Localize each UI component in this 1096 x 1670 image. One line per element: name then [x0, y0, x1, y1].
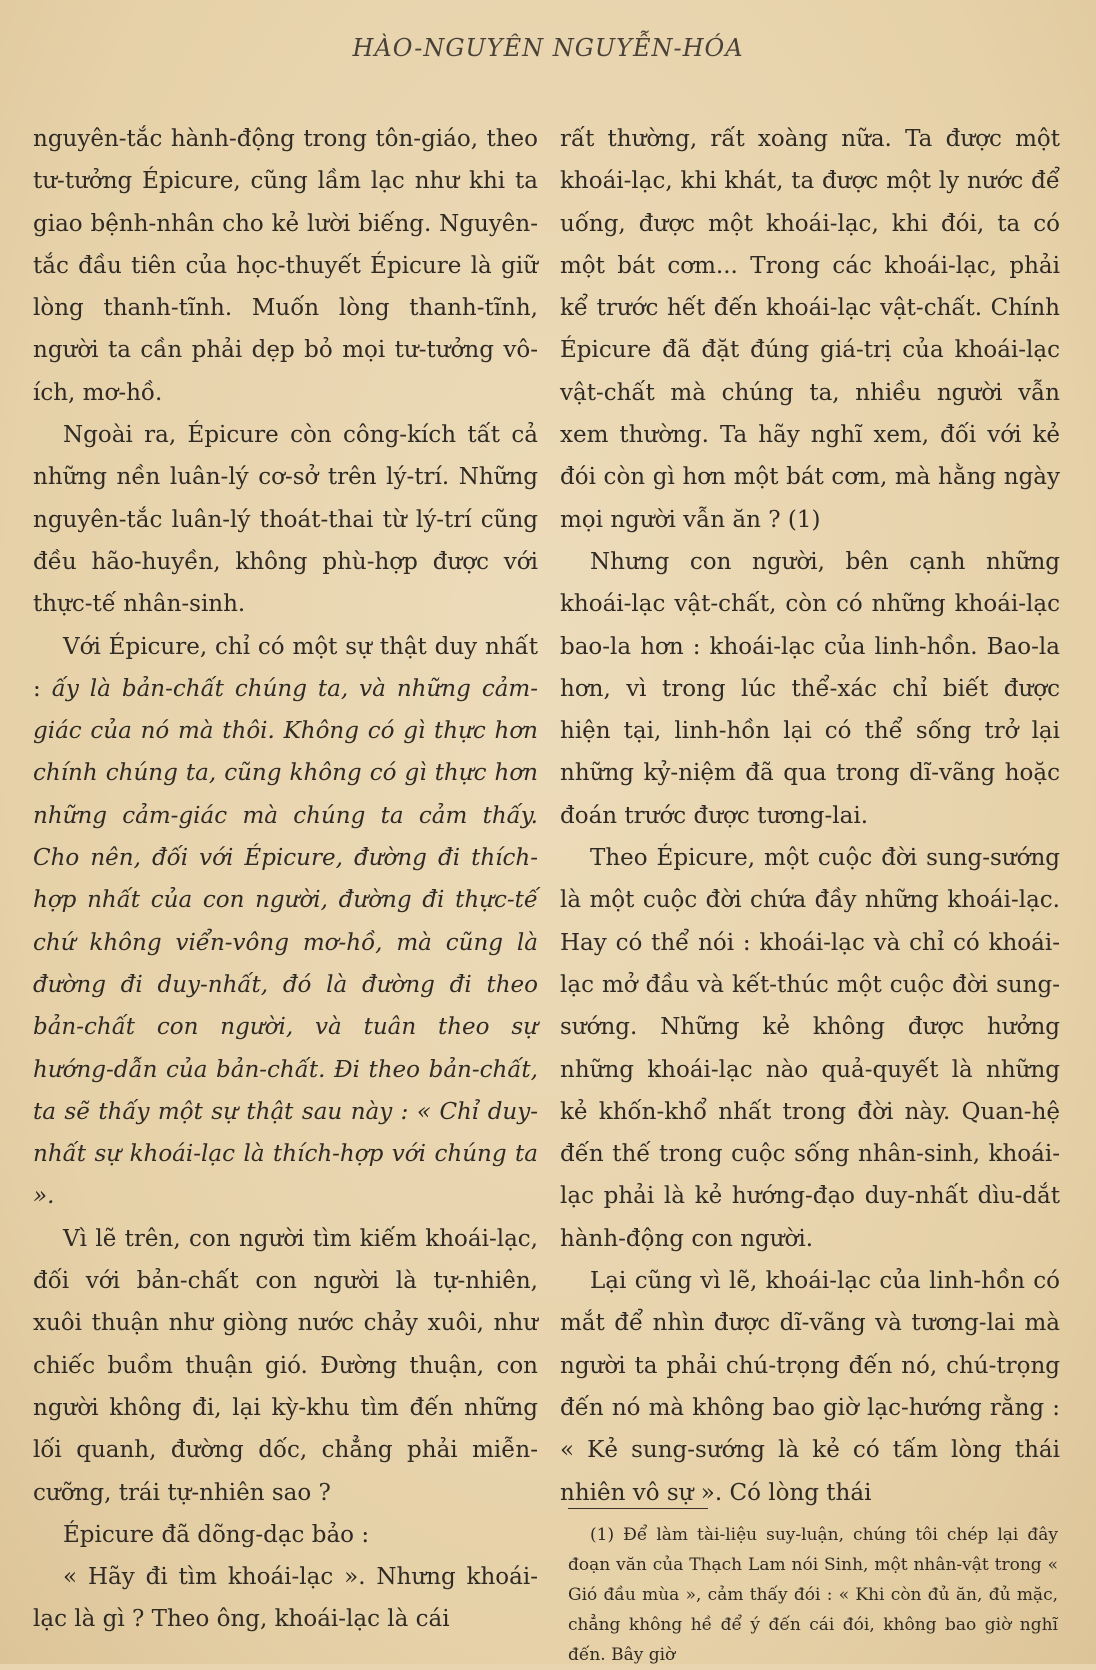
left-paragraph-3	[33, 626, 538, 1218]
left-paragraph-6: « Hãy đi tìm khoái-lạc ». Nhưng khoái-lạc là gì ? Theo ông, khoái-lạc là cái	[33, 1564, 538, 1633]
left-paragraph-4: Vì lẽ trên, con người tìm kiếm khoái-lạc, đối với bản-chất con người là tự-nhiên, xuôi thuận như giòng nước chảy xuôi, như chiếc buồm thuận gió. Đường thuận, con người không đi, lại kỳ-khu tìm đến những lối quanh, đường dốc, chẳng phải miễn-cưỡng, trái tự-nhiên sao ?	[33, 1225, 538, 1506]
footnote-text: (1) Để làm tài-liệu suy-luận, chúng tôi chép lại đây đoạn văn của Thạch Lam nói Sinh, một nhân-vật trong « Gió đầu mùa », cảm thấy đói : « Khi còn đủ ăn, đủ mặc, chẳng không hề để ý đến cái đói, không bao giờ nghĩ đến. Bây giờ	[568, 1525, 1058, 1665]
right-paragraph-4: Lại cũng vì lẽ, khoái-lạc của linh-hồn có mắt để nhìn được dĩ-vãng và tương-lai mà người ta phải chú-trọng đến nó, chú-trọng đến nó mà không bao giờ lạc-hướng rằng : « Kẻ sung-sướng là kẻ có tấm lòng thái nhiên vô sự ». Có lòng thái	[560, 1268, 1060, 1506]
right-paragraph-3: Theo Épicure, một cuộc đời sung-sướng là một cuộc đời chứa đầy những khoái-lạc. Hay có thể nói : khoái-lạc và chỉ có khoái-lạc mở đầu và kết-thúc một cuộc đời sung-sướng. Những kẻ không được hưởng những khoái-lạc nào quả-quyết là những kẻ khốn-khổ nhất trong đời này. Quan-hệ đến thế trong cuộc sống nhân-sinh, khoái-lạc phải là kẻ hướng-đạo duy-nhất dìu-dắt hành-động con người.	[560, 845, 1060, 1252]
footnote	[568, 1520, 1058, 1670]
left-paragraph-1: nguyên-tắc hành-động trong tôn-giáo, theo tư-tưởng Épicure, cũng lầm lạc như khi ta giao bệnh-nhân cho kẻ lười biếng. Nguyên-tắc đầu tiên của học-thuyết Épicure là giữ lòng thanh-tĩnh. Muốn lòng thanh-tĩnh, người ta cần phải dẹp bỏ mọi tư-tưởng vô-ích, mơ-hồ.	[33, 126, 538, 406]
running-head: HÀO-NGUYÊN NGUYỄN-HÓA	[352, 34, 744, 62]
footnote-divider	[568, 1508, 708, 1509]
left-paragraph-3-italic: ấy là bản-chất chúng ta, và những cảm-giác của nó mà thôi. Không có gì thực hơn chính chúng ta, cũng không có gì thực hơn những cảm-giác mà chúng ta cảm thấy. Cho nên, đối với Épicure, đường đi thích-hợp nhất của con người, đường đi thực-tế chứ không viển-vông mơ-hồ, mà cũng là đường đi duy-nhất, đó là đường đi theo bản-chất con người, và tuân theo sự hướng-dẫn của bản-chất. Đi theo bản-chất, ta sẽ thấy một sự thật sau này : « Chỉ duy-nhất sự khoái-lạc là thích-hợp với chúng ta ».	[33, 675, 538, 1210]
left-paragraph-2: Ngoài ra, Épicure còn công-kích tất cả những nền luân-lý cơ-sở trên lý-trí. Những nguyên-tắc luân-lý thoát-thai từ lý-trí cũng đều hão-huyền, không phù-hợp được với thực-tế nhân-sinh.	[33, 422, 538, 618]
left-paragraph-3-lead: Với Épicure, chỉ có một sự thật duy nhất :	[33, 633, 538, 702]
right-paragraph-1: rất thường, rất xoàng nữa. Ta được một khoái-lạc, khi khát, ta được một ly nước để uống, được một khoái-lạc, khi đói, ta có một bát cơm... Trong các khoái-lạc, phải kể trước hết đến khoái-lạc vật-chất. Chính Épicure đã đặt đúng giá-trị của khoái-lạc vật-chất mà chúng ta, nhiều người vẫn xem thường. Ta hãy nghĩ xem, đối với kẻ đói còn gì hơn một bát cơm, mà hằng ngày mọi người vẫn ăn ? (1)	[560, 126, 1060, 533]
left-column	[33, 118, 538, 1641]
left-paragraph-5: Épicure đã dõng-dạc bảo :	[63, 1521, 370, 1548]
right-column	[560, 118, 1060, 1514]
right-paragraph-2: Nhưng con người, bên cạnh những khoái-lạc vật-chất, còn có những khoái-lạc bao-la hơn : khoái-lạc của linh-hồn. Bao-la hơn, vì trong lúc thể-xác chỉ biết được hiện tại, linh-hồn lại có thể sống trở lại những kỷ-niệm đã qua trong dĩ-vãng hoặc đoán trước được tương-lai.	[560, 548, 1060, 829]
